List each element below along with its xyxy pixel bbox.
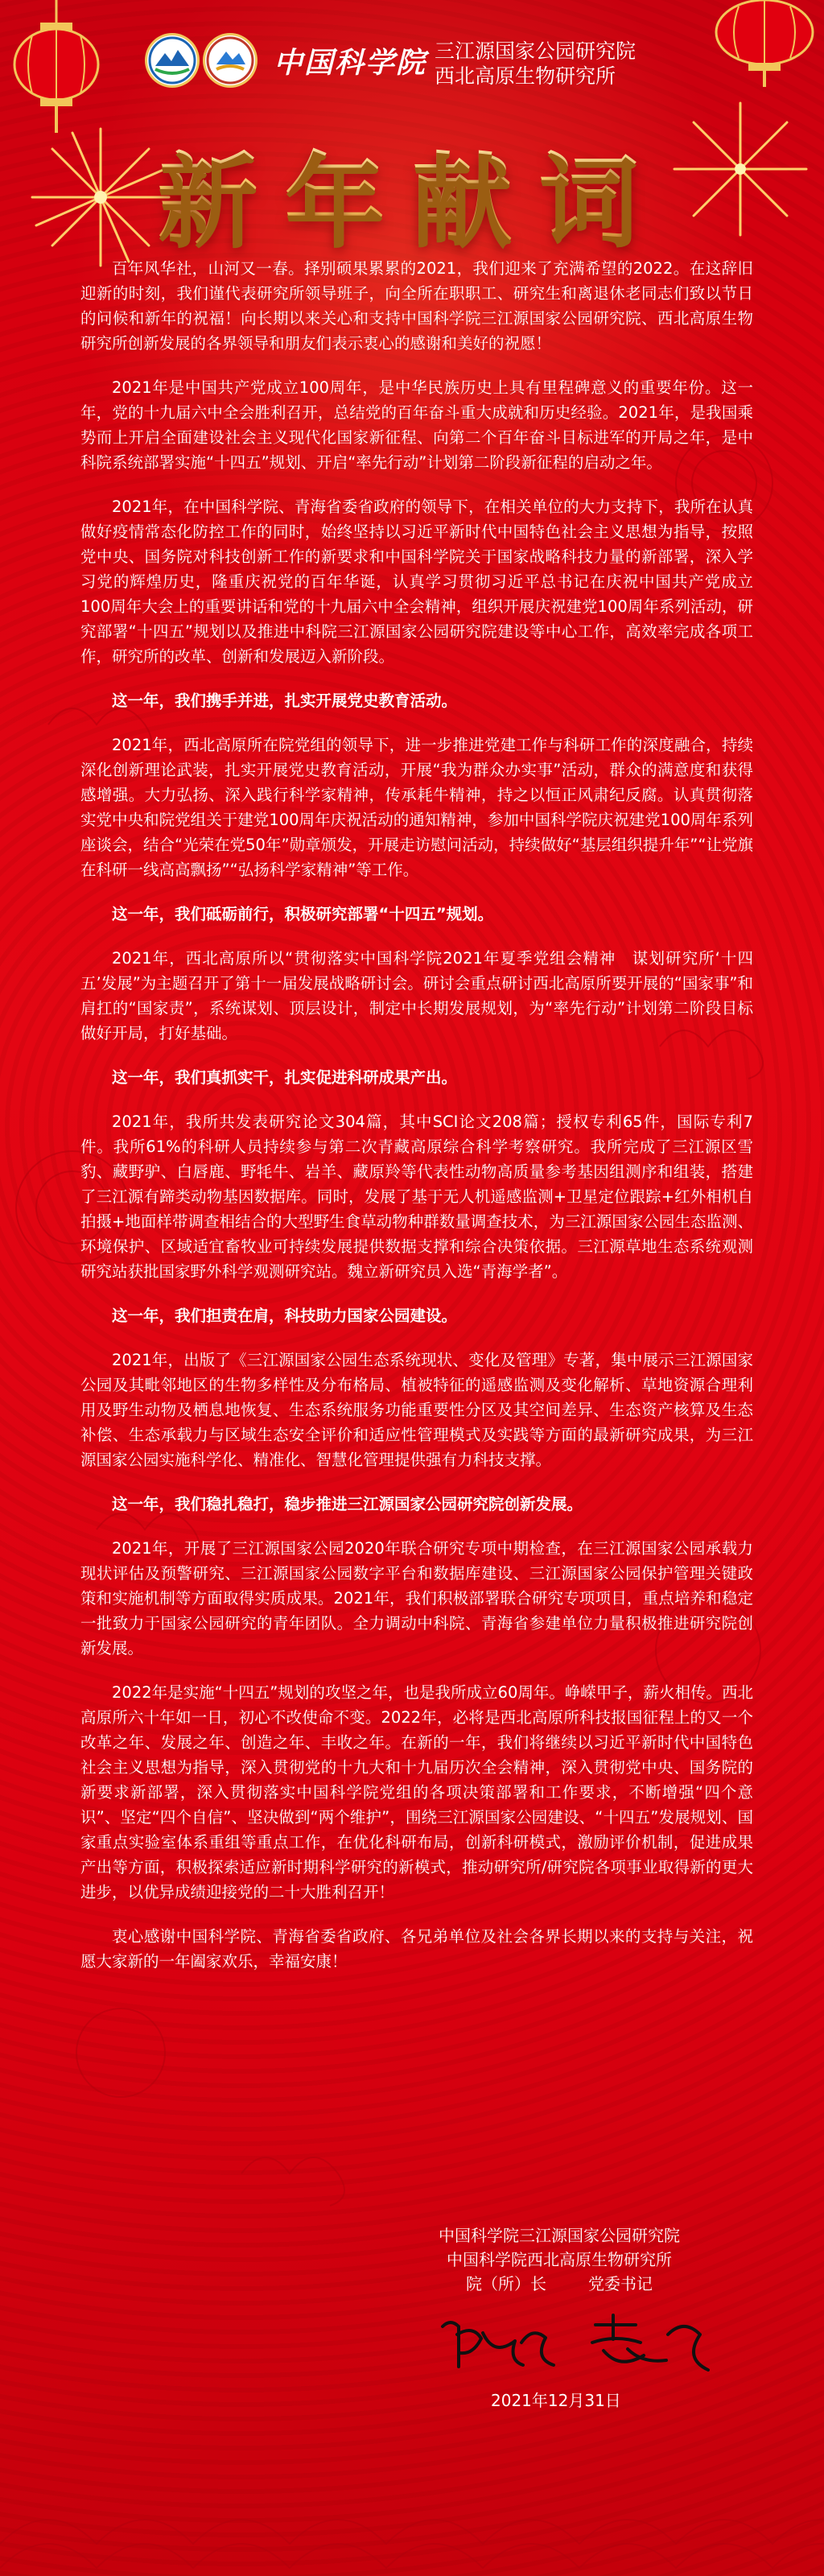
cas-name: 中国科学院 <box>274 46 427 80</box>
paragraph: 2021年是中国共产党成立100周年，是中华民族历史上具有里程碑意义的重要年份。这一年，党的十九届六中全会胜利召开，总结党的百年奋斗重大成就和历史经验。2021年，是我国乘势而上开启全面建设社会主义现代化国家新征程、向第二个百年奋斗目标进军的开局之年，是中科院系统部署实施“十四五”规划、开启“率先行动”计划第二阶段新征程的启动之年。 <box>80 378 753 472</box>
role-director: 院（所）长 <box>466 2274 546 2293</box>
section-heading: 这一年，我们稳扎稳打，稳步推进三江源国家公园研究院创新发展。 <box>112 1495 583 1513</box>
signature-org-1: 中国科学院三江源国家公园研究院 <box>439 2226 680 2245</box>
section-heading: 这一年，我们砥砺前行，积极研究部署“十四五”规划。 <box>112 905 494 923</box>
section-heading: 这一年，我们担责在肩，科技助力国家公园建设。 <box>112 1307 458 1325</box>
paragraph: 百年风华社，山河又一春。择别硕果累累的2021，我们迎来了充满希望的2022。在这辞旧迎新的时刻，我们谨代表研究所领导班子，向全所在职职工、研究生和离退休老同志们致以节日的问候和新年的祝福！向长期以来关心和支持中国科学院三江源国家公园研究院、西北高原生物研究所创新发展的各界领导和朋友们表示衷心的感谢和美好的祝愿！ <box>80 259 753 353</box>
paragraph: 2021年，出版了《三江源国家公园生态系统现状、变化及管理》专著，集中展示三江源国家公园及其毗邻地区的生物多样性及分布格局、植被特征的遥感监测及变化解析、草地资源合理利用及野生动物及栖息地恢复、生态系统服务功能重要性分区及其空间差异、生态资产核算及生态补偿、生态承载力与区域生态安全评价和适应性管理模式及实践等方面的最新研究成果，为三江源国家公园实施科学化、精准化、智慧化管理提供强有力科技支撑。 <box>80 1351 753 1469</box>
handwritten-signature-icon <box>435 2310 724 2383</box>
signature-block <box>410 2223 708 2296</box>
signature-org-2: 中国科学院西北高原生物研究所 <box>447 2250 672 2269</box>
paragraph: 2021年，西北高原所以“贯彻落实中国科学院2021年夏季党组会精神 谋划研究所‘十四五’发展”为主题召开了第十一届发展战略研讨会。研讨会重点研讨西北高原所要开展的“国家事”和肩扛的“国家责”，系统谋划、顶层设计，制定中长期发展规划，为“率先行动”计划第二阶段目标做好开局，打好基础。 <box>80 949 754 1042</box>
plateau-institute-logo-icon <box>147 35 197 85</box>
letter-body <box>80 256 753 1993</box>
role-party-secretary: 党委书记 <box>588 2274 653 2293</box>
paragraph: 2021年，我所共发表研究论文304篇，其中SCI论文208篇；授权专利65件，国际专利7件。我所61%的科研人员持续参与第二次青藏高原综合科学考察研究。我所完成了三江源区雪豹、藏野驴、白唇鹿、野牦牛、岩羊、藏原羚等代表性动物高质量参考基因组测序和组装，搭建了三江源有蹄类动物基因数据库。同时，发展了基于无人机遥感监测+卫星定位跟踪+红外相机自拍摄+地面样带调查相结合的大型野生食草动物种群数量调查技术，为三江源国家公园生态监测、环境保护、区域适宜畜牧业可持续发展提供数据支撑和综合决策依据。三江源草地生态系统观测研究站获批国家野外科学观测研究站。魏立新研究员入选“青海学者”。 <box>80 1113 753 1281</box>
red-lantern-icon <box>708 0 821 89</box>
date: 2021年12月31日 <box>491 2391 621 2410</box>
institute-line-2: 西北高原生物研究所 <box>435 64 616 88</box>
paragraph: 2021年，开展了三江源国家公园2020年联合研究专项中期检查，在三江源国家公园承载力现状评估及预警研究、三江源国家公园数字平台和数据库建设、三江源国家公园保护管理关键政策和实施机制等方面取得实质成果。2021年，我们积极部署联合研究专项项目，重点培养和稳定一批致力于国家公园研究的青年团队。全力调动中科院、青海省参建单位力量积极推进研究院创新发展。 <box>80 1539 753 1657</box>
cloud-pattern-footer <box>0 2447 824 2576</box>
sanjiangyuan-logo-icon <box>205 35 255 85</box>
institute-line-1: 三江源国家公园研究院 <box>435 39 637 63</box>
paragraph: 衷心感谢中国科学院、青海省委省政府、各兄弟单位及社会各界长期以来的支持与关注，祝愿大家新的一年阖家欢乐，幸福安康！ <box>80 1927 753 1971</box>
paragraph: 2022年是实施“十四五”规划的攻坚之年，也是我所成立60周年。峥嵘甲子，薪火相传。西北高原所六十年如一日，初心不改使命不变。2022年，必将是西北高原所科技报国征程上的又一个改革之年、发展之年、创造之年、丰收之年。在新的一年，我们将继续以习近平新时代中国特色社会主义思想为指导，深入贯彻党的十九大和十九届历次全会精神，深入贯彻党中央、国务院的新要求新部署，深入贯彻落实中国科学院党组的各项决策部署和工作要求，不断增强“四个意识”、坚定“四个自信”、坚决做到“两个维护”，围绕三江源国家公园建设、“十四五”发展规划、国家重点实验室体系重组等重点工作，在优化科研布局，创新科研模式，激励评价机制，促进成果产出等方面，积极探索适应新时期科学研究的新模式，推动研究所/研究院各项事业取得新的更大进步，以优异成绩迎接党的二十大胜利召开！ <box>80 1683 753 1901</box>
paragraph: 2021年，在中国科学院、青海省委省政府的领导下，在相关单位的大力支持下，我所在认真做好疫情常态化防控工作的同时，始终坚持以习近平新时代中国特色社会主义思想为指导，按照党中央、国务院对科技创新工作的新要求和中国科学院关于国家战略科技力量的新部署，深入学习党的辉煌历史，隆重庆祝党的百年华诞，认真学习贯彻习近平总书记在庆祝中国共产党成立100周年大会上的重要讲话和党的十九届六中全会精神，组织开展庆祝建党100周年系列活动，研究部署“十四五”规划以及推进中科院三江源国家公园研究院建设等中心工作，高效率完成各项工作，研究所的改革、创新和发展迈入新阶段。 <box>80 497 753 666</box>
page-title: 新年献词 <box>0 121 824 264</box>
section-heading: 这一年，我们携手并进，扎实开展党史教育活动。 <box>112 691 458 710</box>
paragraph: 2021年，西北高原所在院党组的领导下，进一步推进党建工作与科研工作的深度融合，持续深化创新理论武装，扎实开展党史教育活动，开展“我为群众办实事”活动，群众的满意度和获得感增强。大力弘扬、深入践行科学家精神，传承耗牛精神，持之以恒正风肃纪反腐。认真贯彻落实党中央和院党组关于建党100周年庆祝活动的通知精神，参加中国科学院庆祝建党100周年系列座谈会，结合“光荣在党50年”勋章颁发，开展走访慰问活动，持续做好“基层组织提升年”“让党旗在科研一线高高飘扬”“弘扬科学家精神”等工作。 <box>80 736 753 879</box>
section-heading: 这一年，我们真抓实干，扎实促进科研成果产出。 <box>112 1068 458 1087</box>
red-lantern-icon <box>8 0 105 137</box>
signature-roles <box>410 2272 708 2296</box>
institute-names <box>435 39 636 89</box>
